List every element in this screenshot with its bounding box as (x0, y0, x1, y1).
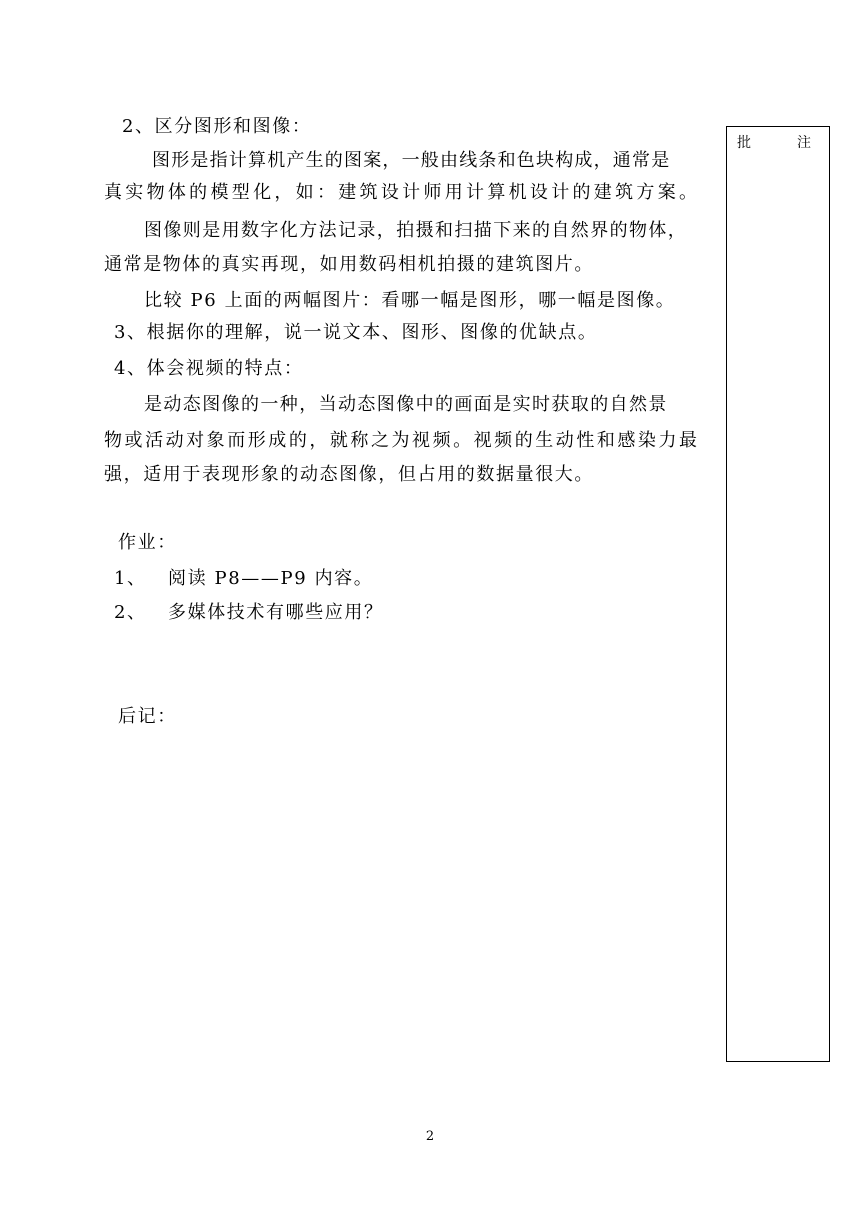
section-heading-2: 2、区分图形和图像： (122, 116, 312, 137)
homework-item-number: 1、 (114, 568, 147, 589)
paragraph-line: 图形是指计算机产生的图案，一般由线条和色块构成，通常是 (152, 150, 671, 171)
paragraph-line: 是动态图像的一种，当动态图像中的画面是实时获取的自然景 (144, 394, 668, 415)
homework-item-text: 多媒体技术有哪些应用？ (168, 602, 384, 623)
remarks-box (726, 126, 830, 1062)
remarks-label (737, 133, 811, 153)
paragraph-line: 图像则是用数字化方法记录，拍摄和扫描下来的自然界的物体， (144, 220, 688, 241)
homework-item-number: 2、 (114, 602, 147, 623)
section-heading-3: 3、根据你的理解，说一说文本、图形、图像的优缺点。 (114, 322, 598, 343)
paragraph-line: 通常是物体的真实再现，如用数码相机拍摄的建筑图片。 (104, 254, 594, 275)
paragraph-line: 比较 P6 上面的两幅图片：看哪一幅是图形，哪一幅是图像。 (144, 290, 676, 311)
page-number: 2 (425, 1129, 435, 1144)
paragraph-line: 真实物体的模型化，如：建筑设计师用计算机设计的建筑方案。 (104, 182, 698, 203)
section-heading-4: 4、体会视频的特点： (114, 358, 304, 379)
remarks-char: 注 (797, 135, 811, 151)
homework-title: 作业： (118, 532, 177, 553)
paragraph-line: 强，适用于表现形象的动态图像，但占用的数据量很大。 (104, 464, 594, 485)
postscript-label: 后记： (118, 706, 177, 727)
paragraph-line: 物或活动对象而形成的，就称之为视频。视频的生动性和感染力最 (104, 430, 698, 451)
homework-item-text: 阅读 P8——P9 内容。 (168, 568, 374, 589)
remarks-char: 批 (737, 135, 751, 151)
